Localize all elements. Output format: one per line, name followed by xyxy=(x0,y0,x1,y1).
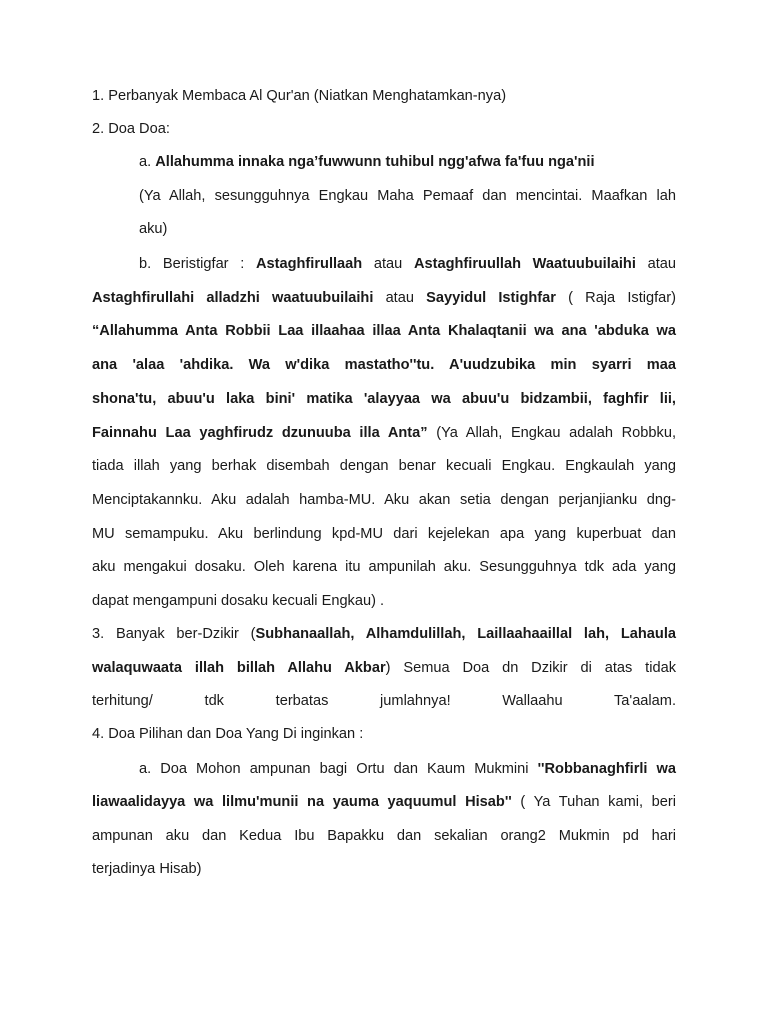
item-2a-arabic: a. Allahumma innaka nga’fuwwunn tuhibul ngg'afwa fa'fuu nga'nii xyxy=(139,154,595,170)
item-4a-line-3: ampunan aku dan Kedua Ibu Bapakku dan sekalian orang2 Mukmin pd hari xyxy=(92,828,676,844)
item-3-line-3: terhitung/ tdk terbatas jumlahnya! Wallaahu Ta'aalam. xyxy=(92,693,676,709)
item-2b-translation-line-6: Menciptakannku. Aku adalah hamba-MU. Aku akan setia dengan perjanjianku dng- xyxy=(92,492,676,508)
item-3-line-2: walaquwaata illah billah Allahu Akbar) Semua Doa dn Dzikir di atas tidak xyxy=(92,660,676,676)
item-2b-doa-line-4: Fainnahu Laa yaghfirudz dzunuuba illa Anta” (Ya Allah, Engkau adalah Robbku, xyxy=(92,425,676,441)
item-2b-translation-line-7: MU semampuku. Aku berlindung kpd-MU dari kejelekan apa yang kuperbuat dan xyxy=(92,526,676,542)
item-4a-line-2: liawaalidayya wa lilmu'munii na yauma yaquumul Hisab'' ( Ya Tuhan kami, beri xyxy=(92,794,676,810)
item-4a-line-4: terjadinya Hisab) xyxy=(92,861,202,877)
item-2a-translation-line-1: (Ya Allah, sesungguhnya Engkau Maha Pemaaf dan mencintai. Maafkan lah xyxy=(139,188,676,204)
item-2b-doa-line-1: “Allahumma Anta Robbii Laa illaahaa illaa Anta Khalaqtanii wa ana 'abduka wa xyxy=(92,323,676,339)
item-2b-translation-line-9: dapat mengampuni dosaku kecuali Engkau) . xyxy=(92,593,385,609)
item-2b-translation-line-8: aku mengakui dosaku. Oleh karena itu ampunilah aku. Sesungguhnya tdk ada yang xyxy=(92,559,676,575)
item-2a-translation-line-2: aku) xyxy=(139,221,168,237)
item-2b-line-2: Astaghfirullahi alladzhi waatuubuilaihi atau Sayyidul Istighfar ( Raja Istigfar) xyxy=(92,290,676,306)
item-3-line-1: 3. Banyak ber-Dzikir (Subhanaallah, Alhamdulillah, Laillaahaaillal lah, Lahaula xyxy=(92,626,676,642)
item-2b-line-1: b. Beristigfar : Astaghfirullaah atau Astaghfiruullah Waatuubuilaihi atau xyxy=(139,256,676,272)
item-2b-translation-line-5: tiada illah yang berhak disembah dengan benar kecuali Engkau. Engkaulah yang xyxy=(92,458,676,474)
item-2b-doa-line-2: ana 'alaa 'ahdika. Wa w'dika mastatho''tu. A'uudzubika min syarri maa xyxy=(92,357,676,373)
item-2b-doa-line-3: shona'tu, abuu'u laka bini' matika 'alayyaa wa abuu'u bidzambii, faghfir lii, xyxy=(92,391,676,407)
item-4-heading: 4. Doa Pilihan dan Doa Yang Di inginkan : xyxy=(92,726,364,742)
item-1: 1. Perbanyak Membaca Al Qur'an (Niatkan Menghatamkan-nya) xyxy=(92,88,507,104)
item-4a-line-1: a. Doa Mohon ampunan bagi Ortu dan Kaum Mukmini ''Robbanaghfirli wa xyxy=(139,761,676,777)
item-2-heading: 2. Doa Doa: xyxy=(92,121,170,137)
